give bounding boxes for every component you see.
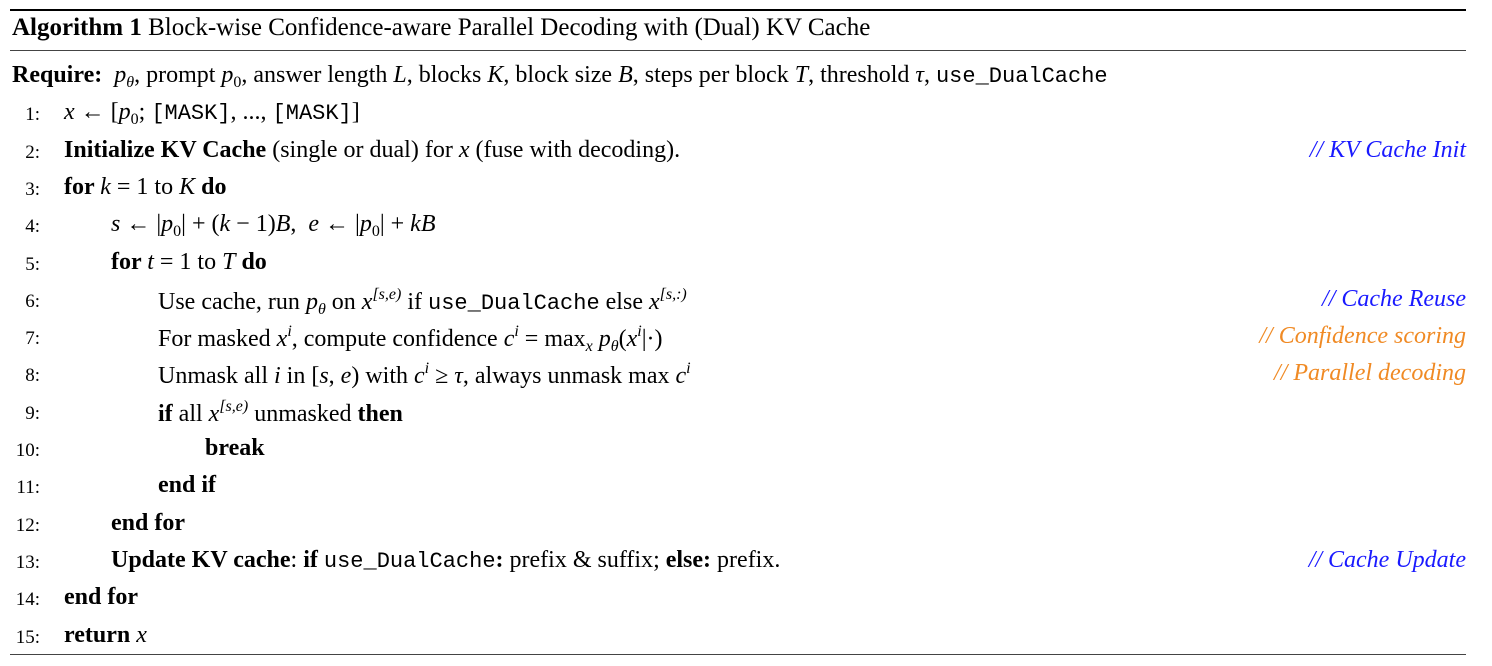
math-token: B bbox=[618, 62, 633, 88]
text: else bbox=[599, 288, 649, 315]
math-token: p bbox=[221, 62, 234, 88]
text: all bbox=[172, 400, 209, 427]
code-token: use_DualCache bbox=[935, 64, 1108, 89]
line-comment: // Cache Update bbox=[1308, 546, 1466, 573]
keyword: do bbox=[235, 248, 267, 275]
math-token: x bbox=[64, 99, 75, 126]
code-token: [MASK] bbox=[151, 101, 231, 127]
code-token: use_DualCache bbox=[428, 290, 600, 316]
math-token: θ bbox=[126, 74, 135, 91]
math-token: [s,e) bbox=[219, 397, 249, 415]
text: , block size bbox=[503, 62, 619, 88]
text: ≥ bbox=[429, 363, 455, 390]
math-token: B bbox=[275, 211, 291, 238]
algorithm-line bbox=[0, 286, 1466, 322]
math-token: τ bbox=[915, 62, 924, 88]
line-number: 12: bbox=[15, 514, 40, 536]
math-token: i bbox=[637, 323, 642, 341]
math-token: i bbox=[514, 323, 519, 341]
text: , ..., bbox=[230, 99, 273, 126]
line-number: 6: bbox=[25, 290, 40, 312]
math-token: k bbox=[100, 173, 111, 200]
algorithm-line bbox=[0, 137, 1466, 173]
math-token: [s,:) bbox=[659, 285, 687, 303]
text: = 1 to bbox=[110, 173, 180, 200]
math-token: i bbox=[686, 360, 691, 378]
line-number: 13: bbox=[15, 551, 40, 573]
line-comment: // Confidence scoring bbox=[1259, 323, 1466, 350]
math-token: K bbox=[487, 62, 504, 88]
math-token: L bbox=[393, 62, 407, 88]
algorithm-line bbox=[0, 398, 1466, 434]
keyword: Require: bbox=[12, 62, 103, 88]
algorithm-line bbox=[0, 249, 1466, 285]
math-token: c bbox=[503, 326, 515, 353]
line-number: 9: bbox=[25, 402, 40, 424]
math-token: θ bbox=[317, 300, 326, 318]
text: ( bbox=[618, 326, 627, 353]
algorithm-line bbox=[0, 174, 1466, 210]
line-content bbox=[64, 137, 680, 164]
math-token: c bbox=[414, 363, 425, 390]
text: ← [ bbox=[74, 99, 119, 126]
math-token: k bbox=[219, 211, 231, 238]
code-token: use_DualCache bbox=[323, 548, 496, 574]
keyword: else: bbox=[665, 546, 712, 573]
text: , bbox=[290, 211, 309, 238]
code-token: [MASK] bbox=[272, 101, 352, 127]
math-token: [s,e) bbox=[372, 285, 402, 303]
text: | + ( bbox=[181, 211, 220, 238]
line-number: 1: bbox=[25, 104, 40, 126]
line-number: 11: bbox=[16, 477, 40, 499]
math-token: i bbox=[424, 360, 430, 378]
line-number: 7: bbox=[25, 328, 40, 350]
line-comment: // Parallel decoding bbox=[1274, 360, 1466, 387]
math-token: x bbox=[458, 136, 470, 163]
line-content bbox=[158, 472, 216, 499]
line-content bbox=[158, 360, 691, 390]
keyword: if bbox=[158, 400, 173, 427]
text: ← | bbox=[120, 211, 162, 238]
keyword: : bbox=[495, 546, 504, 573]
math-token: x bbox=[648, 288, 660, 315]
text: ] bbox=[351, 99, 360, 126]
math-token: τ bbox=[454, 363, 463, 390]
math-token: c bbox=[675, 363, 687, 390]
keyword: Update KV cache bbox=[111, 546, 291, 573]
algorithm-line bbox=[0, 472, 1466, 508]
keyword: end if bbox=[158, 472, 217, 499]
math-token: p bbox=[118, 99, 131, 126]
line-number: 15: bbox=[15, 626, 40, 648]
text: (single or dual) for bbox=[266, 136, 459, 163]
math-token: T bbox=[222, 248, 236, 275]
keyword: then bbox=[357, 400, 403, 427]
algorithm-label: Algorithm 1 bbox=[12, 14, 142, 41]
math-token: 0 bbox=[371, 223, 380, 241]
keyword: return bbox=[64, 621, 131, 648]
text: , bbox=[923, 62, 936, 88]
text: , bbox=[328, 363, 341, 390]
math-token: x bbox=[208, 400, 220, 427]
math-token: p bbox=[359, 211, 372, 238]
line-comment: // Cache Reuse bbox=[1322, 285, 1466, 312]
text: |·) bbox=[641, 326, 663, 353]
line-number: 5: bbox=[25, 253, 40, 275]
text: − 1) bbox=[230, 211, 276, 238]
text: unmasked bbox=[248, 400, 358, 427]
line-number: 2: bbox=[25, 141, 40, 163]
math-token: e bbox=[340, 363, 352, 390]
line-content bbox=[158, 323, 663, 356]
line-content bbox=[111, 547, 780, 574]
math-token: K bbox=[179, 173, 196, 200]
line-content bbox=[64, 622, 147, 649]
text: prefix & suffix; bbox=[503, 546, 666, 573]
algorithm-line bbox=[0, 584, 1466, 620]
text: ← | bbox=[319, 211, 360, 238]
math-token: 0 bbox=[173, 223, 182, 241]
algorithm-line bbox=[0, 510, 1466, 546]
bottom-rule bbox=[10, 654, 1466, 655]
math-token: p bbox=[598, 326, 611, 353]
text: Use cache, run bbox=[158, 288, 306, 315]
line-content bbox=[205, 435, 265, 462]
math-token: s bbox=[111, 211, 121, 238]
math-token: p bbox=[305, 288, 318, 315]
line-content bbox=[64, 584, 138, 611]
text: , answer length bbox=[241, 62, 394, 88]
line-number: 4: bbox=[25, 216, 40, 238]
text bbox=[102, 62, 114, 88]
text: For masked bbox=[158, 326, 277, 353]
keyword: if bbox=[303, 546, 318, 573]
text: = 1 to bbox=[153, 248, 223, 275]
text: ; bbox=[138, 99, 152, 126]
text: in [ bbox=[280, 363, 320, 390]
keyword: break bbox=[205, 435, 265, 461]
line-content bbox=[64, 174, 226, 201]
math-token: p bbox=[114, 62, 127, 88]
top-rule bbox=[10, 9, 1466, 11]
line-number: 10: bbox=[15, 440, 40, 461]
text: | + bbox=[379, 211, 411, 238]
text: prefix. bbox=[711, 546, 781, 573]
algorithm-caption: Block-wise Confidence-aware Parallel Decoding with (Dual) KV Cache bbox=[148, 14, 871, 41]
text: Unmask all bbox=[158, 363, 274, 390]
text: , prompt bbox=[134, 62, 222, 88]
algorithm-line bbox=[0, 360, 1466, 396]
line-content bbox=[111, 510, 185, 537]
math-token: kB bbox=[410, 211, 436, 238]
keyword: Initialize KV Cache bbox=[64, 136, 267, 163]
math-token: θ bbox=[610, 338, 619, 356]
line-content bbox=[64, 99, 360, 129]
algorithm-line bbox=[0, 323, 1466, 359]
math-token: x bbox=[361, 288, 373, 315]
require-line bbox=[0, 62, 1466, 98]
math-token: x bbox=[626, 326, 638, 353]
math-token: e bbox=[308, 211, 320, 238]
line-number: 3: bbox=[25, 178, 40, 200]
keyword: end for bbox=[64, 584, 138, 611]
math-token: 0 bbox=[233, 74, 242, 91]
math-token: t bbox=[147, 248, 154, 275]
algorithm-line bbox=[0, 211, 1466, 247]
line-number: 14: bbox=[15, 589, 40, 611]
text: , always unmask max bbox=[462, 363, 676, 390]
text: , compute confidence bbox=[291, 326, 504, 353]
line-content bbox=[12, 62, 1108, 92]
text: , threshold bbox=[808, 62, 916, 88]
line-content bbox=[158, 286, 687, 319]
algorithm-line bbox=[0, 547, 1466, 583]
math-token: 0 bbox=[130, 111, 139, 129]
text: = max bbox=[518, 326, 586, 353]
algorithm-line bbox=[0, 435, 1466, 471]
text: (fuse with decoding). bbox=[469, 136, 681, 163]
line-number: 8: bbox=[25, 365, 40, 387]
line-content bbox=[158, 398, 403, 428]
math-token: i bbox=[287, 323, 292, 341]
text: , steps per block bbox=[632, 62, 795, 88]
math-token: T bbox=[794, 62, 809, 88]
text: if bbox=[401, 288, 429, 315]
keyword: end for bbox=[111, 509, 185, 536]
line-content bbox=[111, 249, 267, 276]
text: : bbox=[290, 546, 304, 573]
text: ) with bbox=[351, 363, 414, 390]
math-token: x bbox=[136, 621, 147, 648]
math-token: p bbox=[161, 211, 174, 238]
line-comment: // KV Cache Init bbox=[1309, 136, 1466, 163]
math-token: i bbox=[273, 363, 281, 390]
text: , blocks bbox=[406, 62, 488, 88]
title-rule bbox=[10, 50, 1466, 51]
algorithm-line bbox=[0, 99, 1466, 135]
keyword: for bbox=[64, 173, 101, 200]
line-content bbox=[111, 211, 435, 241]
math-token: x bbox=[585, 338, 593, 356]
text: on bbox=[325, 288, 362, 315]
keyword: for bbox=[111, 248, 148, 275]
math-token: x bbox=[276, 326, 288, 353]
algorithm-line bbox=[0, 622, 1466, 658]
algorithm-title bbox=[12, 14, 870, 42]
keyword: do bbox=[195, 173, 227, 200]
math-token: s bbox=[319, 363, 329, 390]
